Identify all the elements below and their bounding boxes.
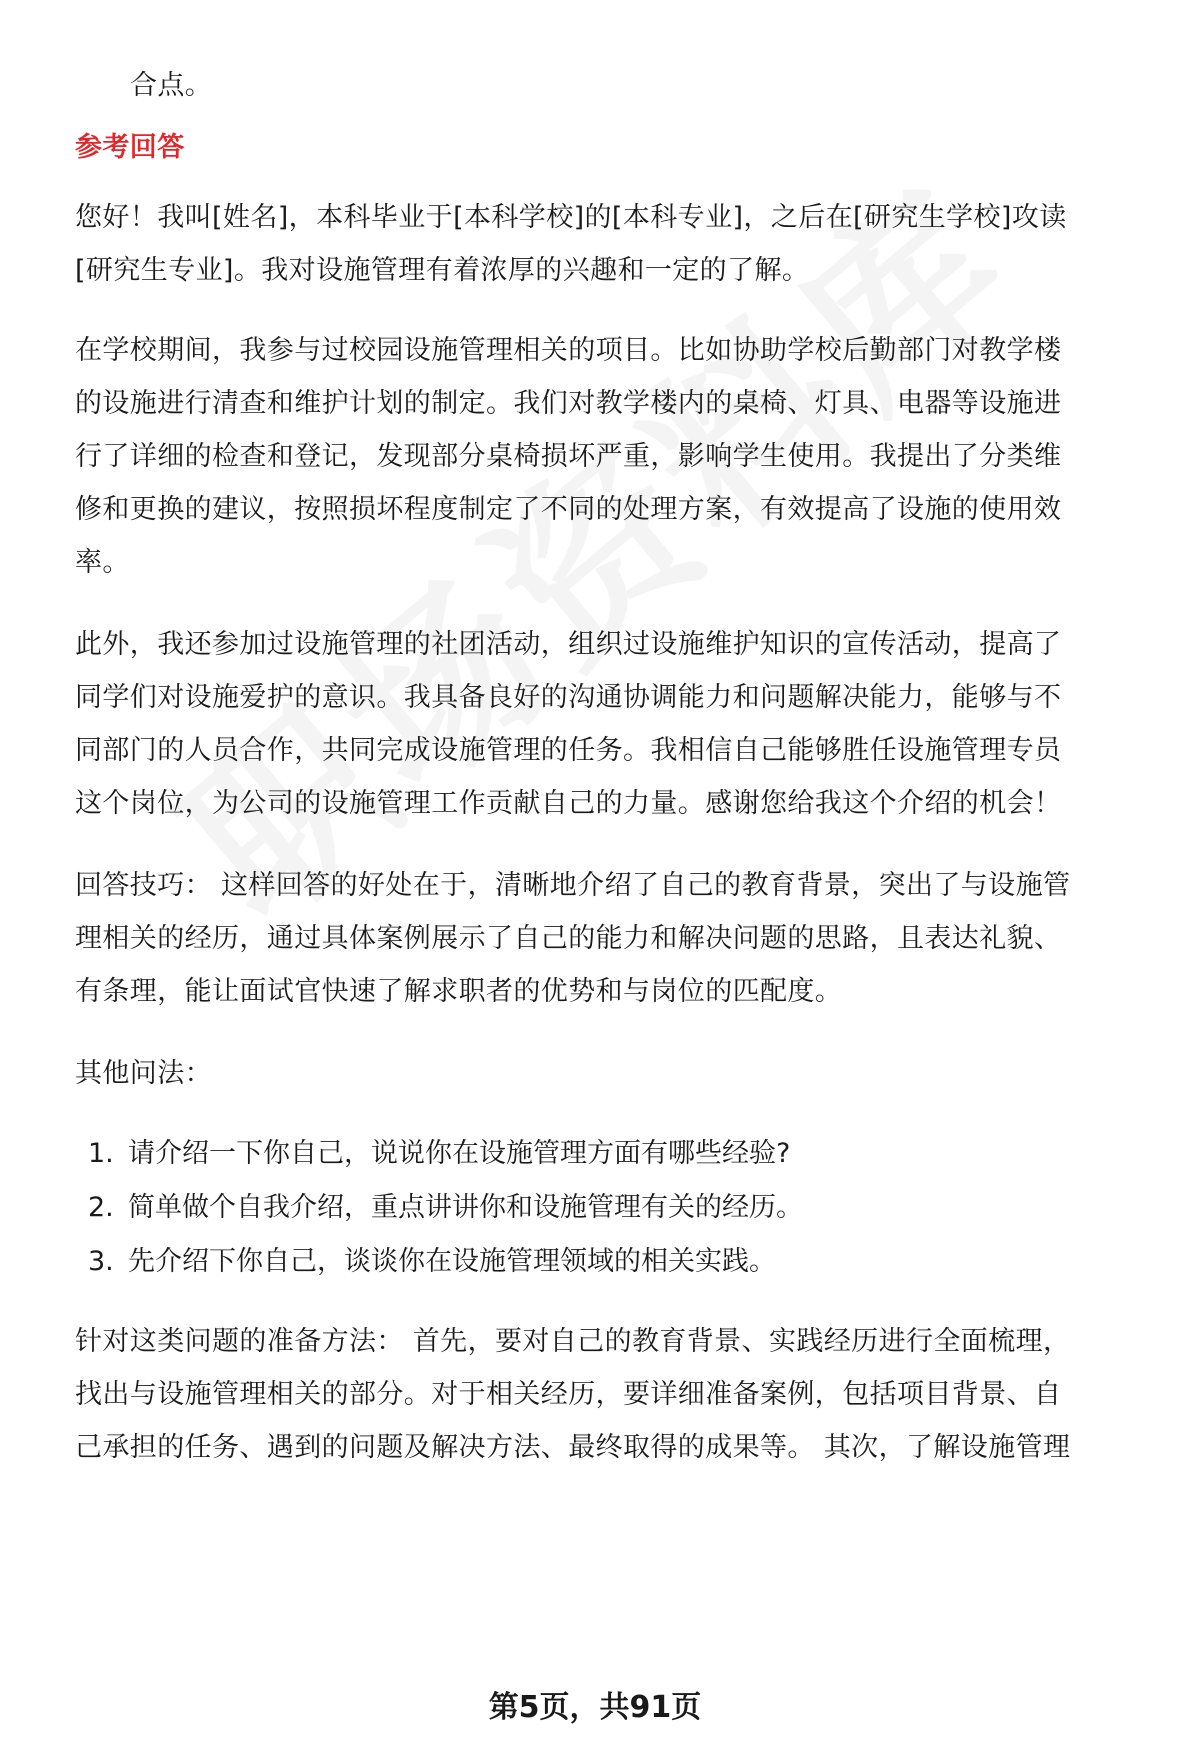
paragraph-line: 同学们对设施爱护的意识。我具备良好的沟通协调能力和问题解决能力，能够与不 xyxy=(75,682,1062,713)
paragraph-line: 您好！我叫[姓名]，本科毕业于[本科学校]的[本科专业]，之后在[研究生学校]攻读 xyxy=(75,202,1067,233)
prep-line: 己承担的任务、遇到的问题及解决方法、最终取得的成果等。 其次，了解设施管理 xyxy=(75,1432,1071,1463)
prep-line: 针对这类问题的准备方法： 首先，要对自己的教育背景、实践经历进行全面梳理， xyxy=(75,1326,1071,1357)
other-questions-label: 其他问法： xyxy=(75,1058,212,1089)
paragraph-line: 行了详细的检查和登记，发现部分桌椅损坏严重，影响学生使用。我提出了分类维 xyxy=(75,441,1062,472)
paragraph-line: 修和更换的建议，按照损坏程度制定了不同的处理方案，有效提高了设施的使用效 xyxy=(75,494,1062,525)
section-heading: 参考回答 xyxy=(75,132,185,163)
page-number: 第5页，共91页 xyxy=(488,1690,702,1725)
list-number: 2. xyxy=(88,1192,114,1223)
list-text: 简单做个自我介绍，重点讲讲你和设施管理有关的经历。 xyxy=(128,1192,803,1223)
paragraph-line: 此外，我还参加过设施管理的社团活动，组织过设施维护知识的宣传活动，提高了 xyxy=(75,629,1062,660)
list-number: 1. xyxy=(88,1138,114,1169)
list-item xyxy=(88,1188,803,1228)
paragraph-line: 这个岗位，为公司的设施管理工作贡献自己的力量。感谢您给我这个介绍的机会！ xyxy=(75,788,1062,819)
tips-line: 理相关的经历，通过具体案例展示了自己的能力和解决问题的思路，且表达礼貌、 xyxy=(75,923,1062,954)
list-text: 先介绍下你自己，谈谈你在设施管理领域的相关实践。 xyxy=(128,1246,776,1277)
list-number: 3. xyxy=(88,1246,114,1277)
paragraph-line: 同部门的人员合作，共同完成设施管理的任务。我相信自己能够胜任设施管理专员 xyxy=(75,735,1062,766)
paragraph-line: 在学校期间，我参与过校园设施管理相关的项目。比如协助学校后勤部门对教学楼 xyxy=(75,335,1062,366)
list-text: 请介绍一下你自己，说说你在设施管理方面有哪些经验? xyxy=(128,1138,791,1169)
list-item xyxy=(88,1242,776,1282)
paragraph-line: 的设施进行清查和维护计划的制定。我们对教学楼内的桌椅、灯具、电器等设施进 xyxy=(75,388,1062,419)
prep-line: 找出与设施管理相关的部分。对于相关经历，要详细准备案例，包括项目背景、自 xyxy=(75,1379,1062,1410)
paragraph-line: 率。 xyxy=(75,547,130,578)
tips-line: 有条理，能让面试官快速了解求职者的优势和与岗位的匹配度。 xyxy=(75,976,843,1007)
list-item xyxy=(88,1134,790,1174)
tips-line: 回答技巧： 这样回答的好处在于，清晰地介绍了自己的教育背景，突出了与设施管 xyxy=(75,870,1071,901)
watermark xyxy=(120,117,1062,969)
paragraph-line: [研究生专业]。我对设施管理有着浓厚的兴趣和一定的了解。 xyxy=(75,255,810,286)
continuation-text: 合点。 xyxy=(130,70,213,101)
